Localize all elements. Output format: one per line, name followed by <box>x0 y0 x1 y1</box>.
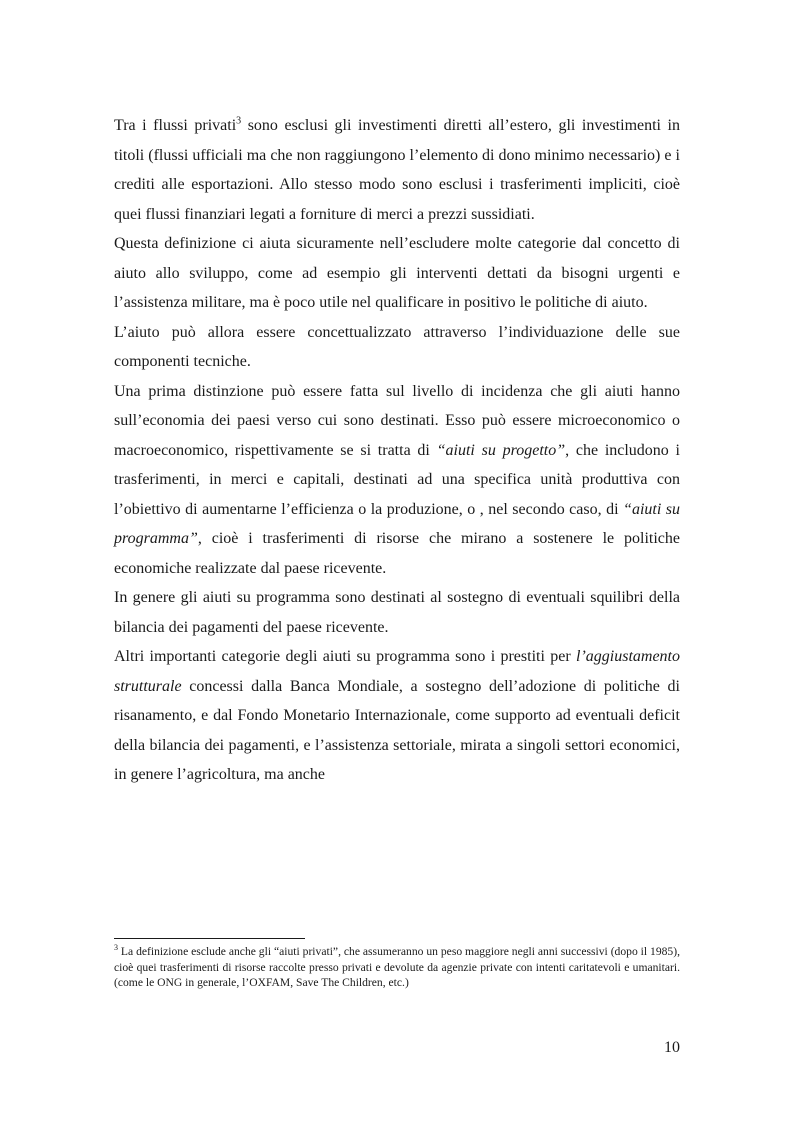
footnote-text: La definizione esclude anche gli “aiuti privati”, che assumeranno un peso maggiore negli anni successivi (dopo il 1985), cioè quei trasferimenti di risorse raccolte presso privati e devolute da agenzie private con intenti caritatevoli e umanitari. (come le ONG in generale, l’OXFAM, Save The Children, etc.) <box>114 945 680 989</box>
paragraph-4 <box>114 377 680 584</box>
paragraph-6-text-1: Altri importanti categorie degli aiuti su programma sono i prestiti per <box>114 648 576 665</box>
footnote-number: 3 <box>114 943 118 953</box>
footnote-separator <box>114 938 305 939</box>
term-aiuti-su-progetto: “aiuti su progetto” <box>436 441 566 459</box>
body-text <box>114 111 680 790</box>
paragraph-6-text-2: concessi dalla Banca Mondiale, a sostegno dell’adozione di politiche di risanamento, e dal Fondo Monetario Internazionale, come supporto ad eventuali deficit della bilancia dei pagamenti, e l’assistenza settoriale, mirata a singoli settori economici, in genere l’agricoltura, ma anche <box>114 677 680 783</box>
term-aggiustamento-strutturale: l’aggiustamento strutturale <box>114 648 680 695</box>
paragraph-1-text-end: sono esclusi gli investimenti diretti all’estero, gli investimenti in titoli (flussi ufficiali ma che non raggiungono l’elemento di dono minimo necessario) e i crediti alle esportazioni. Allo stesso modo sono esclusi i trasferimenti impliciti, cioè quei flussi finanziari legati a forniture di merci a prezzi sussidiati. <box>114 117 680 223</box>
paragraph-6 <box>114 642 680 790</box>
paragraph-1 <box>114 111 680 229</box>
paragraph-4-text-2: , che includono i trasferimenti, in merci e capitali, destinati ad una specifica unità produttiva con l’obiettivo di aumentarne l’efficienza o la produzione, o , nel secondo caso, di <box>114 441 680 518</box>
term-aiuti-su-programma: “aiuti su programma” <box>114 500 680 547</box>
paragraph-2: Questa definizione ci aiuta sicuramente nell’escludere molte categorie dal concetto di aiuto allo sviluppo, come ad esempio gli interventi dettati da bisogni urgenti e l’assistenza militare, ma è poco utile nel qualificare in positivo le politiche di aiuto. <box>114 235 680 311</box>
paragraph-3: L’aiuto può allora essere concettualizzato attraverso l’individuazione delle sue componenti tecniche. <box>114 323 680 370</box>
page-number: 10 <box>664 1039 680 1056</box>
paragraph-4-text-1: Una prima distinzione può essere fatta sul livello di incidenza che gli aiuti hanno sull’economia dei paesi verso cui sono destinati. Esso può essere microeconomico o macroeconomico, rispettivamente se si tratta di <box>114 382 680 459</box>
footnote-reference: 3 <box>236 115 242 127</box>
footnote <box>114 944 680 991</box>
paragraph-4-text-3: , cioè i trasferimenti di risorse che mirano a sostenere le politiche economiche realizzate dal paese ricevente. <box>114 530 680 577</box>
paragraph-1-text-start: Tra i flussi privati <box>114 117 237 134</box>
paragraph-5: In genere gli aiuti su programma sono destinati al sostegno di eventuali squilibri della bilancia dei pagamenti del paese ricevente. <box>114 589 680 636</box>
